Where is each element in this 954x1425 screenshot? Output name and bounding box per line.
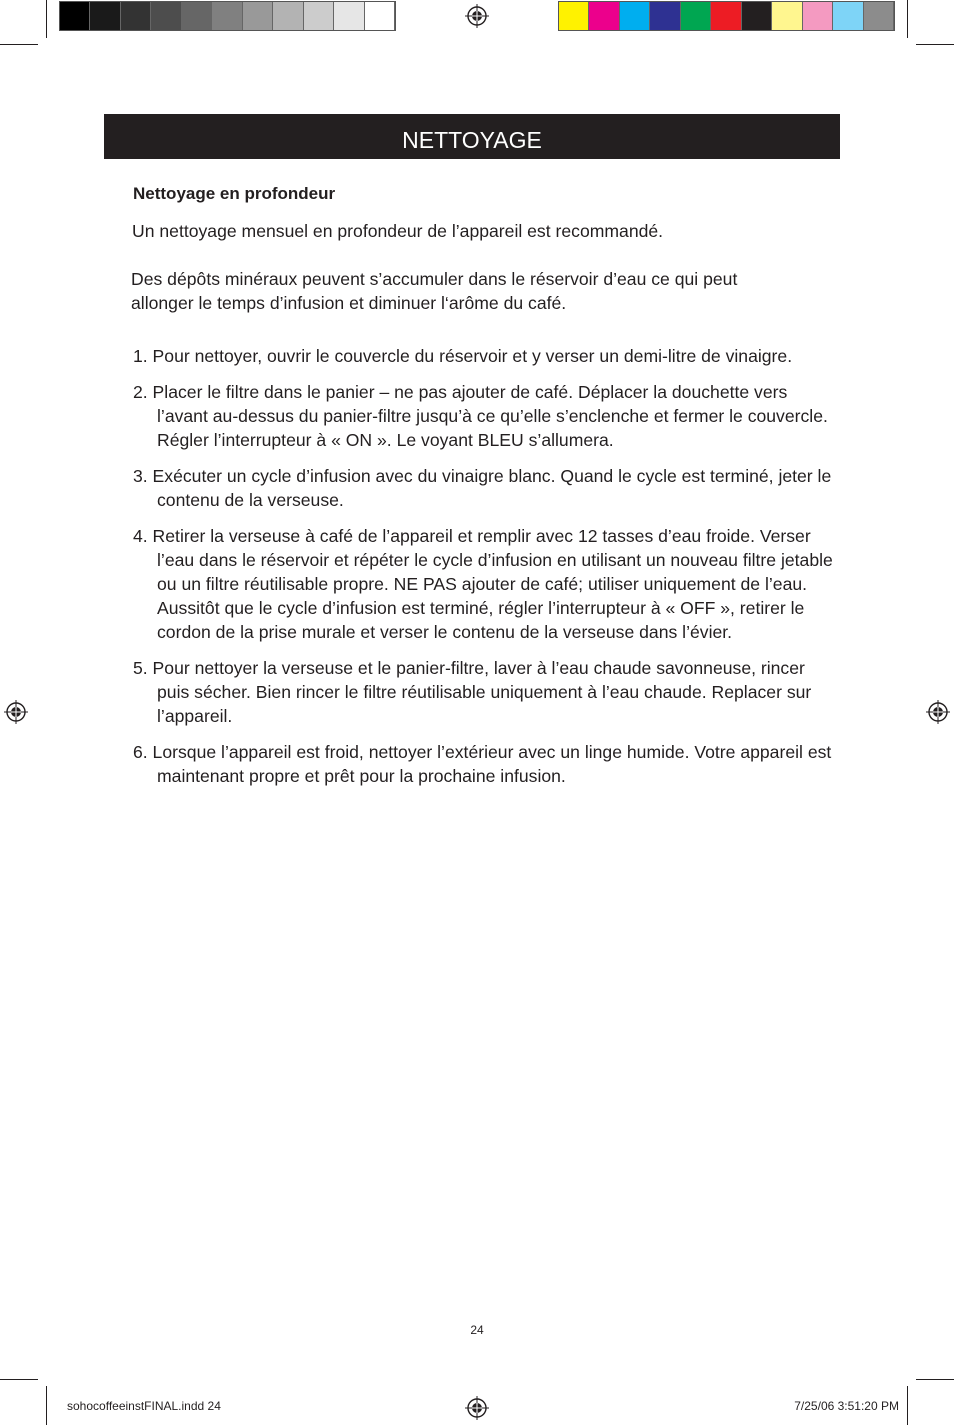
color-swatch <box>559 2 589 30</box>
crop-mark <box>0 44 38 45</box>
color-swatch <box>182 2 212 30</box>
color-swatch <box>650 2 680 30</box>
crop-mark <box>916 1379 954 1380</box>
color-swatch <box>334 2 364 30</box>
step-item: 3. Exécuter un cycle d’infusion avec du vinaigre blanc. Quand le cycle est terminé, jeter le contenu de la verseuse. <box>133 466 832 510</box>
cleaning-steps-list <box>133 344 833 800</box>
crop-mark <box>46 1386 47 1425</box>
color-swatch <box>121 2 151 30</box>
paragraph-line: Des dépôts minéraux peuvent s’accumuler dans le réservoir d’eau ce qui peut <box>131 269 738 289</box>
grayscale-color-bar <box>59 1 396 31</box>
color-swatch <box>833 2 863 30</box>
file-slug: sohocoffeeinstFINAL.indd 24 <box>67 1399 221 1413</box>
mineral-deposit-paragraph <box>131 267 851 315</box>
color-swatch <box>772 2 802 30</box>
color-swatch <box>90 2 120 30</box>
registration-mark-icon <box>4 700 28 724</box>
step-item: 2. Placer le filtre dans le panier – ne pas ajouter de café. Déplacer la douchette vers l’avant au-dessus du panier-filtre jusqu’à ce qu’elle s’enclenche et fermer le couvercle. Régler l’interrupteur à « ON ». Le voyant BLEU s’allumera. <box>133 382 828 450</box>
crop-mark <box>0 1379 38 1380</box>
color-swatch <box>365 2 395 30</box>
crop-mark <box>907 0 908 38</box>
process-color-bar <box>558 1 895 31</box>
paragraph-line: allonger le temps d’infusion et diminuer l‘arôme du café. <box>131 293 567 313</box>
step-item: 1. Pour nettoyer, ouvrir le couvercle du réservoir et y verser un demi-litre de vinaigre. <box>133 346 793 366</box>
color-swatch <box>711 2 741 30</box>
section-title: NETTOYAGE <box>402 127 542 153</box>
step-item: 5. Pour nettoyer la verseuse et le panier-filtre, laver à l’eau chaude savonneuse, rincer puis sécher. Bien rincer le filtre réutilisable uniquement à l’eau chaude. Replacer sur l’appareil. <box>133 658 812 726</box>
timestamp-slug: 7/25/06 3:51:20 PM <box>794 1399 899 1413</box>
color-swatch <box>864 2 894 30</box>
color-swatch <box>681 2 711 30</box>
page-number: 24 <box>470 1323 484 1337</box>
step-item: 6. Lorsque l’appareil est froid, nettoyer l’extérieur avec un linge humide. Votre appareil est maintenant propre et prêt pour la prochaine infusion. <box>133 742 832 786</box>
crop-mark <box>916 44 954 45</box>
intro-paragraph: Un nettoyage mensuel en profondeur de l’appareil est recommandé. <box>132 221 664 241</box>
color-swatch <box>212 2 242 30</box>
color-swatch <box>589 2 619 30</box>
crop-mark <box>46 0 47 38</box>
registration-mark-icon <box>465 1396 489 1420</box>
color-swatch <box>60 2 90 30</box>
color-swatch <box>273 2 303 30</box>
registration-mark-icon <box>926 700 950 724</box>
color-swatch <box>803 2 833 30</box>
registration-mark-icon <box>465 4 489 28</box>
color-swatch <box>742 2 772 30</box>
step-item: 4. Retirer la verseuse à café de l’appareil et remplir avec 12 tasses d’eau froide. Verser l’eau dans le réservoir et répéter le cycle d’infusion en utilisant un nouveau filtre jetable ou un filtre réutilisable propre. NE PAS ajouter de café; utiliser uniquement de l’eau. Aussitôt que le cycle d’infusion est terminé, régler l’interrupteur à « OFF », retirer le cordon de la prise murale et verser le contenu de la verseuse dans l’évier. <box>133 526 833 642</box>
subsection-heading: Nettoyage en profondeur <box>133 184 336 203</box>
color-swatch <box>243 2 273 30</box>
section-title-bar <box>104 114 840 159</box>
crop-mark <box>907 1386 908 1425</box>
color-swatch <box>304 2 334 30</box>
color-swatch <box>620 2 650 30</box>
color-swatch <box>151 2 181 30</box>
